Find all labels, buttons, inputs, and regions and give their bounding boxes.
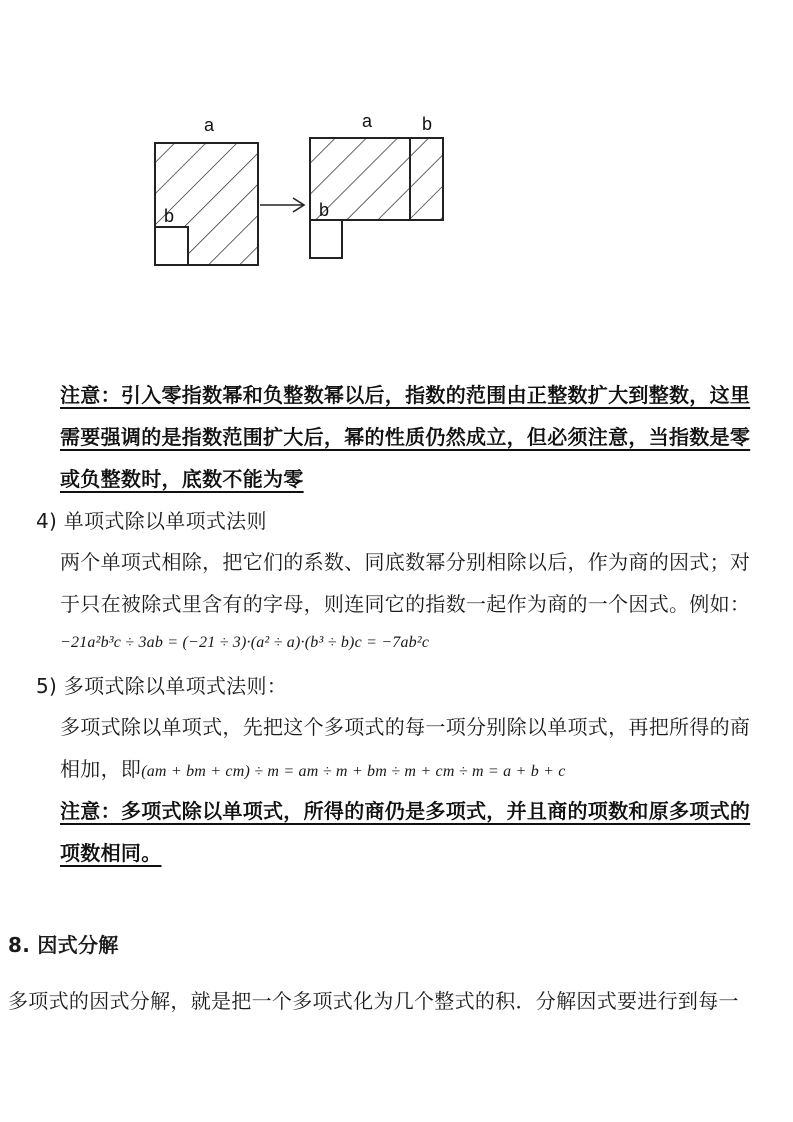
- label-b-right: b: [319, 200, 330, 220]
- note2-line2: 项数相同。: [60, 841, 162, 865]
- right-figure: [310, 138, 443, 258]
- note1-line2: 需要强调的是指数范围扩大后，幂的性质仍然成立，但必须注意，当指数是零: [60, 425, 751, 449]
- label-a-left: a: [204, 115, 215, 135]
- rule5-prefix: 相加，即: [60, 757, 142, 781]
- note-zero-exponent: [60, 376, 750, 498]
- left-figure: [155, 143, 258, 265]
- note-polynomial-division: [60, 792, 750, 872]
- rule4-line1: 两个单项式相除，把它们的系数、同底数幂分别相除以后，作为商的因式；对: [60, 550, 751, 574]
- square-difference-diagram: [150, 105, 450, 275]
- section-heading-factorization: 8. 因式分解: [8, 933, 119, 957]
- arrow-right-icon: [260, 198, 304, 212]
- label-b-right-top: b: [422, 114, 433, 134]
- rule4-formula: −21a²b³c ÷ 3ab = (−21 ÷ 3)·(a² ÷ a)·(b³ ÷ b)c = −7ab²c: [60, 634, 430, 651]
- rule5-title: 5) 多项式除以单项式法则：: [36, 674, 288, 698]
- rule5-line1: 多项式除以单项式，先把这个多项式的每一项分别除以单项式，再把所得的商: [60, 715, 751, 739]
- rule4-title: 4) 单项式除以单项式法则: [36, 509, 267, 533]
- rule4-body: [60, 543, 750, 623]
- note2-line1: 注意：多项式除以单项式，所得的商仍是多项式，并且商的项数和原多项式的: [60, 799, 751, 823]
- label-a-right: a: [362, 111, 373, 131]
- note1-line1: 注意：引入零指数幂和负整数幂以后，指数的范围由正整数扩大到整数，这里: [60, 383, 751, 407]
- rule5-body: [60, 708, 750, 791]
- note1-line3: 或负整数时，底数不能为零: [60, 467, 304, 491]
- rule4-line2: 于只在被除式里含有的字母，则连同它的指数一起作为商的一个因式。例如：: [60, 592, 751, 616]
- section8-body-line1: 多项式的因式分解，就是把一个多项式化为几个整式的积．分解因式要进行到每一: [8, 989, 739, 1013]
- rule5-formula: (am + bm + cm) ÷ m = am ÷ m + bm ÷ m + cm ÷ m = a + b + c: [141, 763, 566, 780]
- label-b-left: b: [164, 206, 175, 226]
- rule5-line2: [60, 750, 750, 791]
